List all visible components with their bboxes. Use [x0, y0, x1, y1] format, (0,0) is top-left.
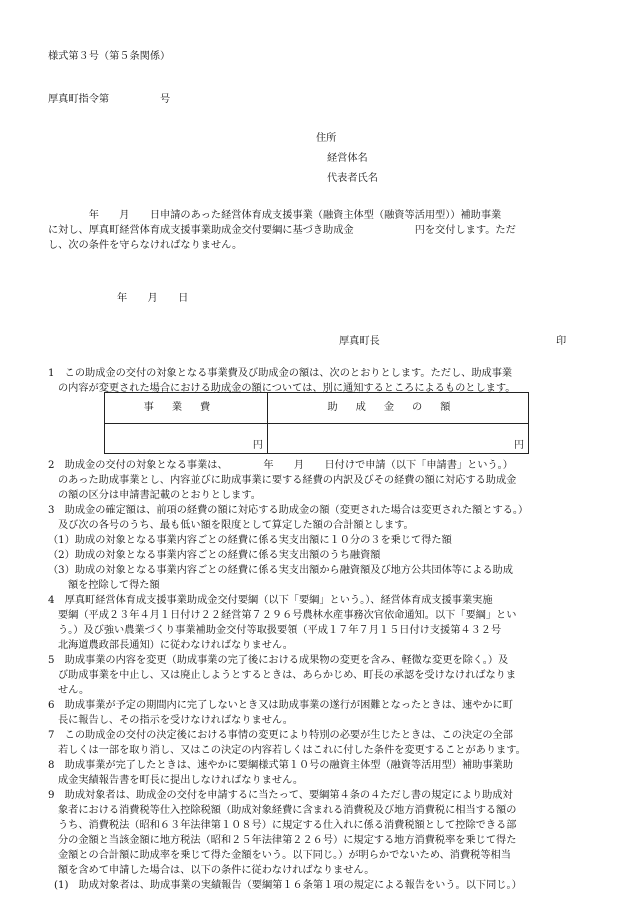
intro-paragraph: [48, 208, 516, 253]
clause-9: [48, 788, 522, 893]
clause-line: の額の区分は申請書記載のとおりとします。: [58, 490, 261, 501]
clause-item: （3）助成の対象となる事業内容ごとの経費に係る実支出額から融資額及び地方公共団体等による助成: [48, 565, 513, 576]
clause-2: [48, 458, 516, 503]
clause-line: 分の金額と当該金額に地方税法（昭和２５年法律第２２６号）に規定する地方消費税率を乗じて得た: [58, 835, 517, 846]
clause-line: 若しくは一部を取り消し、又はこの決定の内容若しくはこれに付した条件を変更することがあります。: [58, 745, 526, 756]
clause-line: うち、消費税法（昭和６３年法律第１０８号）に規定する仕入れに係る消費税額として控除できる部: [58, 820, 517, 831]
address-label: 住所: [316, 133, 337, 144]
clause-item: (1) 助成対象者は、助成事業の実績報告（要綱第１６条第１項の規定による報告をいう。以下同じ。）: [54, 880, 522, 891]
clause-line: 長に報告し、その指示を受けなければなりません。: [58, 715, 293, 726]
clause-line: 金額との合計額に助成率を乗じて得た金額をいう。以下同じ。）が明らかでないため、消費税等相当: [58, 850, 511, 861]
clause-line: 7 この助成金の交付の決定後における事情の変更により特別の必要が生じたときは、この決定の全部: [48, 730, 513, 741]
clause-line: 9 助成対象者は、助成金の交付を申請するに当たって、要綱第４条の４ただし書の規定により助成対: [48, 790, 513, 801]
clause-line: 額を含めて申請した場合は、以下の条件に従わなければなりません。: [58, 865, 375, 876]
clause-line: 6 助成事業が予定の期間内に完了しないとき又は助成事業の遂行が困難となったときは、速やかに町: [48, 700, 513, 711]
clause-4: [48, 593, 516, 653]
clause-line: う。）及び強い農業づくり事業補助金交付等取扱要領（平成１７年７月１５日付け支援第４３２号: [58, 625, 502, 636]
clause-6: [48, 698, 513, 728]
form-number: 様式第３号（第５条関係）: [48, 51, 171, 62]
clause-item: （2）助成の対象となる事業内容ごとの経費に係る実支出額のうち融資額: [48, 550, 381, 561]
clause-8: [48, 758, 513, 788]
clause-line: 1 この助成金の交付の対象となる事業費及び助成金の額は、次のとおりとします。ただし、助成事業: [48, 368, 513, 379]
clause-line: の内容が変更された場合における助成金の額については、別に通知するところによるものとします。: [58, 383, 516, 394]
clause-line: 北海道農政部長通知）に従わなければなりません。: [58, 640, 293, 651]
clause-line: 2 助成金の交付の対象となる事業は、 年 月 日付けで申請（以下「申請書」という。）: [48, 460, 513, 471]
representative-label: 代表者氏名: [327, 173, 378, 184]
issuer-name: 厚真町長: [339, 336, 380, 347]
cell-grant-amount: 円: [267, 423, 528, 454]
clause-line: 成金実績報告書を町長に提出しなければなりません。: [58, 775, 304, 786]
header-grant-amount: 助成金の額: [267, 393, 528, 424]
clause-line: のあった助成事業とし、内容並びに助成事業に要する経費の内訳及びその経費の額に対応する助成金: [58, 475, 517, 486]
clause-5: [48, 653, 516, 698]
clause-line: 8 助成事業が完了したときは、速やかに要綱様式第１０号の融資主体型（融資等活用型）補助事業助: [48, 760, 513, 771]
intro-line: に対し、厚真町経営体育成支援事業助成金交付要綱に基づき助成金 円を交付します。ただ: [48, 225, 516, 236]
clause-item: 額を控除して得た額: [68, 580, 160, 591]
clause-line: 象者における消費税等仕入控除税額（助成対象経費に含まれる消費税及び地方消費税に相当する額の: [58, 805, 517, 816]
clause-line: び助成事業を中止し、又は廃止しようとするときは、あらかじめ、町長の承認を受けなければなりま: [58, 670, 517, 681]
intro-line: し、次の条件を守らなければなりません。: [48, 240, 243, 251]
document-number: 厚真町指令第 号: [48, 94, 171, 105]
clause-line: せん。: [58, 685, 90, 696]
clause-7: [48, 728, 526, 758]
intro-line: 年 月 日申請のあった経営体育成支援事業（融資主体型（融資等活用型））補助事業: [48, 210, 502, 221]
clause-line: 4 厚真町経営体育成支援事業助成金交付要綱（以下「要綱」という。）、経営体育成支援事業実施: [48, 595, 493, 606]
clause-item: （1）助成の対象となる事業内容ごとの経費に係る実支出額に１０分の３を乗じて得た額: [48, 535, 452, 546]
organization-label: 経営体名: [327, 153, 368, 164]
clause-3: [48, 503, 528, 593]
clause-line: 5 助成事業の内容を変更（助成事業の完了後における成果物の変更を含み、軽微な変更を除く。）及: [48, 655, 509, 666]
issue-date: 年 月 日: [117, 293, 189, 304]
clause-line: 要綱（平成２３年４月１日付け２２経営第７２９６号農林水産事務次官依命通知。以下「要綱」とい: [58, 610, 517, 621]
clause-line: 3 助成金の確定額は、前項の経費の額に対応する助成金の額（変更された場合は変更された額とする。）: [48, 505, 529, 516]
seal-mark: 印: [556, 336, 567, 347]
amount-table: [104, 392, 529, 454]
cell-project-cost: 円: [105, 423, 268, 454]
header-project-cost: 事業費: [105, 393, 268, 424]
clause-line: 及び次の各号のうち、最も低い額を限度として算定した額の合計額とします。: [58, 520, 414, 531]
